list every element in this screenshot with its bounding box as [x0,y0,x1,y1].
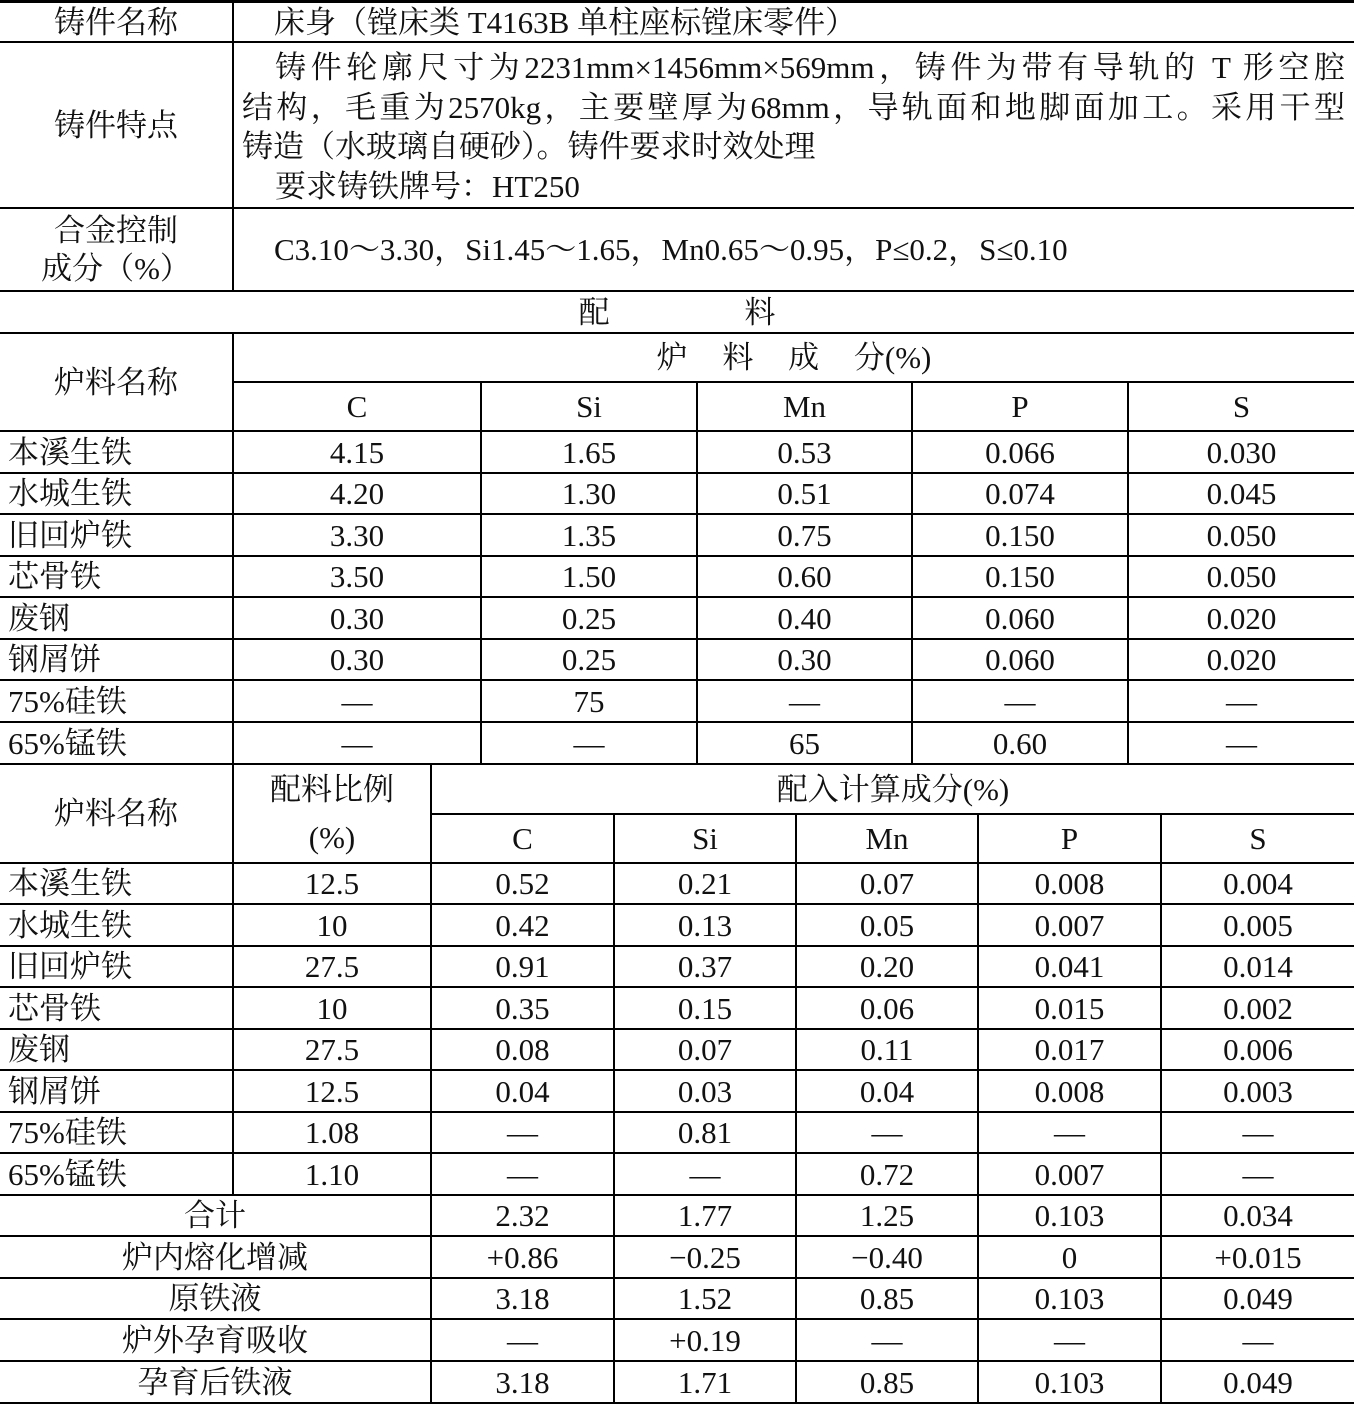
s-summary-value: 0.049 [1160,1362,1354,1404]
casting-features-label: 铸件特点 [0,43,232,209]
material-name: 本溪生铁 [0,864,232,905]
casting-features-line: 铸造（水玻璃自硬砂）。铸件要求时效处理 [242,129,816,165]
s-calc-value: 0.004 [1160,864,1354,905]
mn-calc-value: — [795,1113,977,1154]
si-summary-value: 1.77 [613,1196,795,1237]
calc-column-header-s: S [1160,815,1354,864]
p-value: 0.066 [911,432,1127,474]
si-summary-value: −0.25 [613,1237,795,1279]
mn-calc-value: 0.20 [795,947,977,988]
si-value: 1.50 [480,557,696,598]
mn-summary-value: 1.25 [795,1196,977,1237]
p-summary-value: 0.103 [977,1279,1160,1320]
si-calc-value: 0.03 [613,1071,795,1113]
charge-composition-table [0,334,1354,765]
mn-calc-value: 0.06 [795,988,977,1030]
s-calc-value: 0.005 [1160,905,1354,947]
si-summary-value: 1.71 [613,1362,795,1404]
ratio-value: 1.10 [232,1154,430,1196]
p-value: — [911,681,1127,723]
s-summary-value: 0.034 [1160,1196,1354,1237]
p-summary-value: 0 [977,1237,1160,1279]
c-calc-value: 0.91 [430,947,613,988]
mn-value: 0.51 [696,474,911,515]
p-calc-value: — [977,1113,1160,1154]
material-name: 65%锰铁 [0,1154,232,1196]
p-summary-value: 0.103 [977,1196,1160,1237]
summary-label: 合计 [0,1196,430,1237]
mn-value: — [696,681,911,723]
p-calc-value: 0.008 [977,1071,1160,1113]
s-calc-value: 0.003 [1160,1071,1354,1113]
casting-features-line: 铸件轮廓尺寸为2231mm×1456mm×569mm，铸件为带有导轨的 T 形空腔 [275,50,1345,85]
c-calc-value: 0.52 [430,864,613,905]
material-name: 芯骨铁 [0,557,232,598]
si-calc-value: 0.37 [613,947,795,988]
s-calc-value: 0.014 [1160,947,1354,988]
p-value: 0.074 [911,474,1127,515]
material-name: 旧回炉铁 [0,515,232,557]
p-calc-value: 0.015 [977,988,1160,1030]
mn-calc-value: 0.05 [795,905,977,947]
p-calc-value: 0.007 [977,1154,1160,1196]
p-calc-value: 0.008 [977,864,1160,905]
summary-label: 原铁液 [0,1279,430,1320]
mn-value: 0.60 [696,557,911,598]
mn-calc-value: 0.72 [795,1154,977,1196]
mn-calc-value: 0.04 [795,1071,977,1113]
si-value: 0.25 [480,640,696,681]
s-summary-value: — [1160,1320,1354,1362]
c-calc-value: 0.35 [430,988,613,1030]
ratio-value: 1.08 [232,1113,430,1154]
c-summary-value: +0.86 [430,1237,613,1279]
material-name: 钢屑饼 [0,640,232,681]
s-value: 0.050 [1127,515,1354,557]
charge-name-header: 炉料名称 [0,334,232,432]
casting-features-text [232,43,1354,209]
mn-value: 0.40 [696,598,911,640]
material-name: 75%硅铁 [0,681,232,723]
ratio-header-line: 配料比例 [270,771,394,807]
s-calc-value: — [1160,1113,1354,1154]
material-name: 钢屑饼 [0,1071,232,1113]
mn-summary-value: 0.85 [795,1362,977,1404]
si-value: 1.65 [480,432,696,474]
si-calc-value: 0.81 [613,1113,795,1154]
material-name: 芯骨铁 [0,988,232,1030]
c-calc-value: — [430,1154,613,1196]
mn-value: 0.75 [696,515,911,557]
c-value: 3.30 [232,515,480,557]
si-summary-value: 1.52 [613,1279,795,1320]
c-calc-value: 0.42 [430,905,613,947]
c-summary-value: — [430,1320,613,1362]
ratio-header [232,765,430,864]
material-name: 水城生铁 [0,905,232,947]
p-calc-value: 0.007 [977,905,1160,947]
s-value: 0.050 [1127,557,1354,598]
batching-title: 配 料 [0,292,1354,334]
p-calc-value: 0.041 [977,947,1160,988]
si-value: 0.25 [480,598,696,640]
s-calc-value: — [1160,1154,1354,1196]
c-summary-value: 3.18 [430,1279,613,1320]
si-calc-value: — [613,1154,795,1196]
calc-column-header-si: Si [613,815,795,864]
mn-value: 0.53 [696,432,911,474]
si-value: 75 [480,681,696,723]
ratio-value: 10 [232,905,430,947]
iron-grade-requirement: 要求铸铁牌号：HT250 [275,169,580,205]
column-header-p: P [911,383,1127,432]
mn-summary-value: −0.40 [795,1237,977,1279]
calc-composition-header: 配入计算成分(%) [430,765,1354,815]
s-calc-value: 0.002 [1160,988,1354,1030]
ratio-value: 27.5 [232,1030,430,1071]
s-value: 0.045 [1127,474,1354,515]
column-header-s: S [1127,383,1354,432]
casting-name-value: 床身（镗床类 T4163B 单柱座标镗床零件） [232,0,1354,43]
material-name: 旧回炉铁 [0,947,232,988]
c-calc-value: — [430,1113,613,1154]
s-value: 0.020 [1127,640,1354,681]
c-value: — [232,723,480,765]
calc-column-header-p: P [977,815,1160,864]
alloy-control-label-line: 合金控制 [54,212,178,248]
calculated-composition-table [0,765,1354,1404]
ratio-value: 12.5 [232,864,430,905]
c-value: — [232,681,480,723]
p-calc-value: 0.017 [977,1030,1160,1071]
material-name: 废钢 [0,1030,232,1071]
material-name: 65%锰铁 [0,723,232,765]
mn-value: 65 [696,723,911,765]
mn-calc-value: 0.07 [795,864,977,905]
mn-summary-value: — [795,1320,977,1362]
calc-name-header: 炉料名称 [0,765,232,864]
c-value: 4.15 [232,432,480,474]
mn-value: 0.30 [696,640,911,681]
p-value: 0.60 [911,723,1127,765]
s-summary-value: 0.049 [1160,1279,1354,1320]
mn-summary-value: 0.85 [795,1279,977,1320]
alloy-control-label-line: 成分（%） [41,250,191,286]
calc-column-header-c: C [430,815,613,864]
si-value: 1.35 [480,515,696,557]
alloy-control-value: C3.10～3.30，Si1.45～1.65，Mn0.65～0.95，P≤0.2，S≤0.10 [232,209,1354,292]
p-summary-value: — [977,1320,1160,1362]
si-calc-value: 0.07 [613,1030,795,1071]
calc-column-header-mn: Mn [795,815,977,864]
si-calc-value: 0.21 [613,864,795,905]
si-value: — [480,723,696,765]
column-header-mn: Mn [696,383,911,432]
charge-composition-header: 炉 料 成 分(%) [232,334,1354,383]
summary-label: 炉外孕育吸收 [0,1320,430,1362]
c-value: 0.30 [232,640,480,681]
casting-features-line: 结构，毛重为2570kg，主要壁厚为68mm，导轨面和地脚面加工。采用干型 [242,89,1345,125]
c-summary-value: 3.18 [430,1362,613,1404]
si-calc-value: 0.13 [613,905,795,947]
s-value: 0.030 [1127,432,1354,474]
material-name: 本溪生铁 [0,432,232,474]
p-value: 0.060 [911,640,1127,681]
column-header-si: Si [480,383,696,432]
ratio-header-line: (%) [308,820,356,856]
p-summary-value: 0.103 [977,1362,1160,1404]
si-value: 1.30 [480,474,696,515]
material-name: 废钢 [0,598,232,640]
p-value: 0.060 [911,598,1127,640]
s-value: — [1127,681,1354,723]
s-summary-value: +0.015 [1160,1237,1354,1279]
summary-label: 孕育后铁液 [0,1362,430,1404]
c-value: 4.20 [232,474,480,515]
s-value: — [1127,723,1354,765]
ratio-value: 27.5 [232,947,430,988]
material-name: 水城生铁 [0,474,232,515]
c-calc-value: 0.04 [430,1071,613,1113]
si-summary-value: +0.19 [613,1320,795,1362]
material-name: 75%硅铁 [0,1113,232,1154]
casting-name-label: 铸件名称 [0,0,232,43]
casting-info-table [0,0,1354,334]
c-summary-value: 2.32 [430,1196,613,1237]
summary-label: 炉内熔化增减 [0,1237,430,1279]
p-value: 0.150 [911,515,1127,557]
c-calc-value: 0.08 [430,1030,613,1071]
column-header-c: C [232,383,480,432]
ratio-value: 12.5 [232,1071,430,1113]
c-value: 3.50 [232,557,480,598]
ratio-value: 10 [232,988,430,1030]
alloy-control-label [0,209,232,292]
si-calc-value: 0.15 [613,988,795,1030]
mn-calc-value: 0.11 [795,1030,977,1071]
s-calc-value: 0.006 [1160,1030,1354,1071]
s-value: 0.020 [1127,598,1354,640]
c-value: 0.30 [232,598,480,640]
p-value: 0.150 [911,557,1127,598]
